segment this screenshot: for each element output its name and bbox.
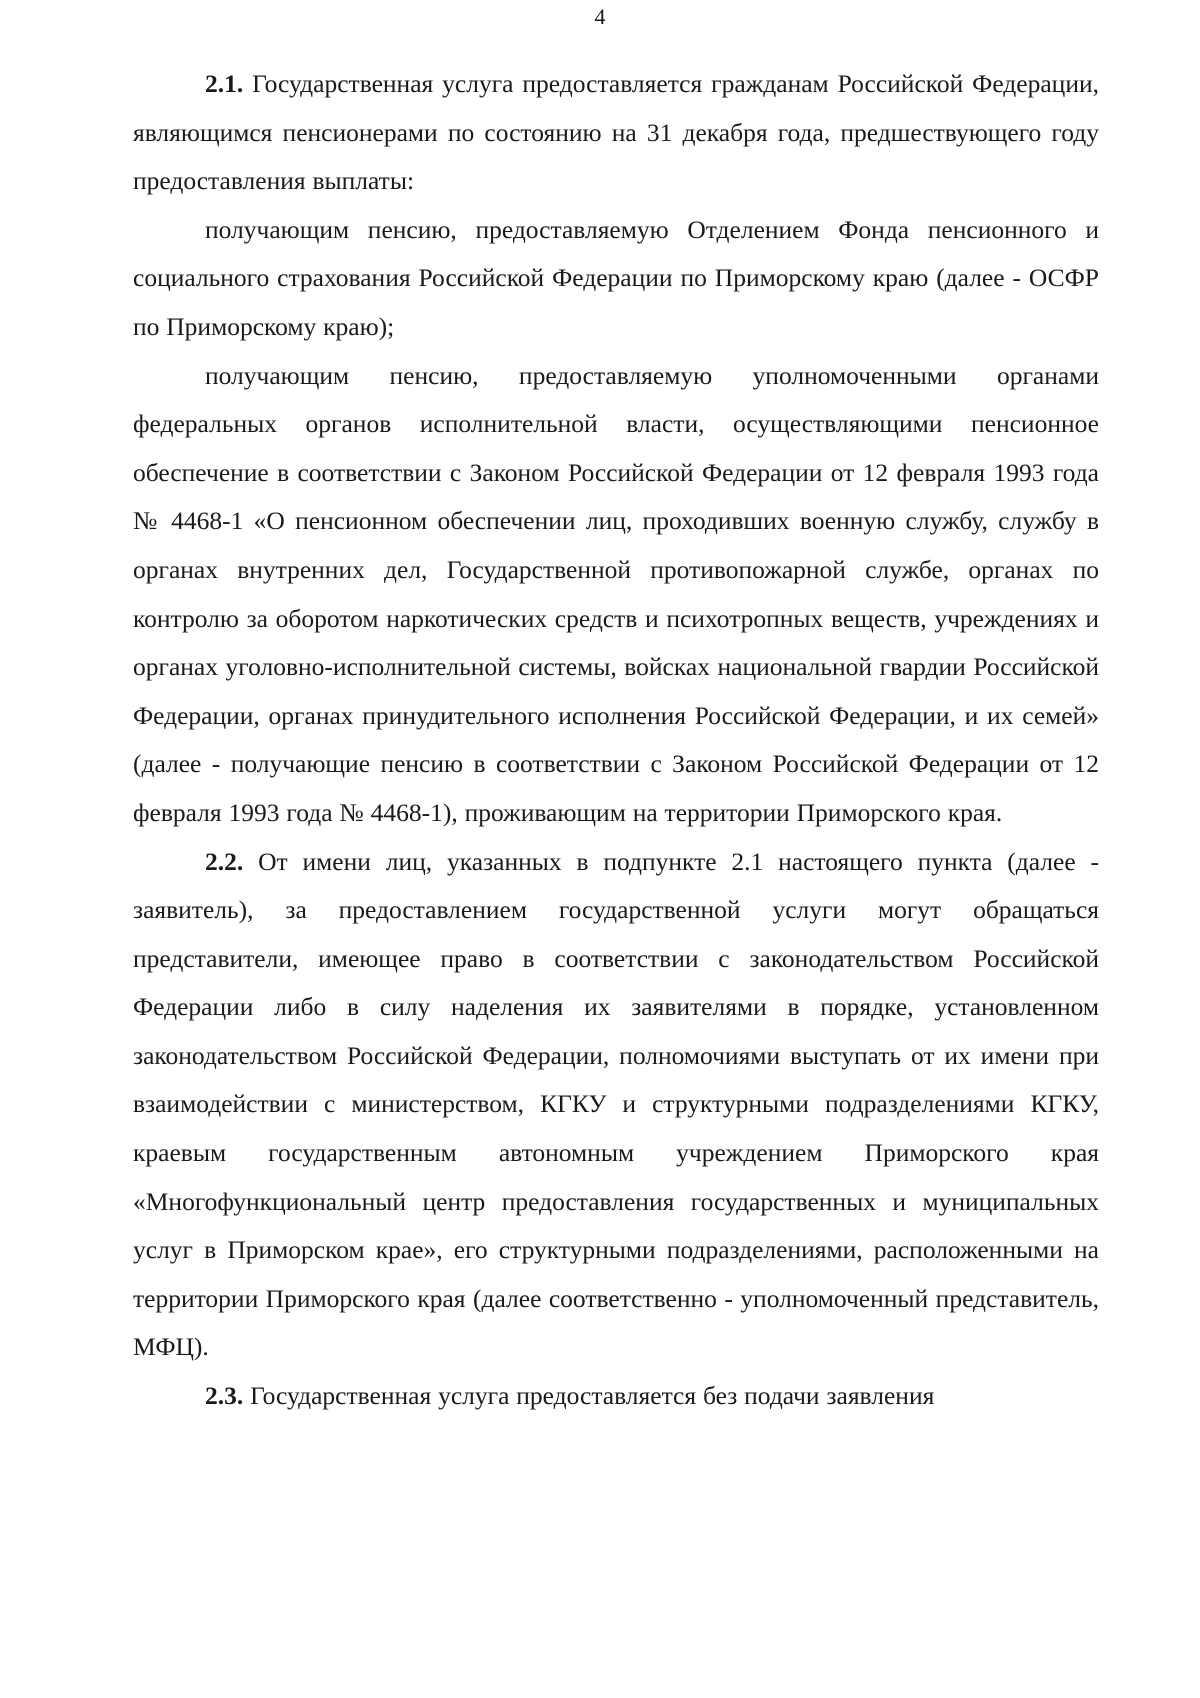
paragraph-text: получающим пенсию, предоставляемую Отделением Фонда пенсионного и социального страхования Российской Федерации по Приморскому краю (далее - ОСФР по Приморскому краю); <box>133 214 1099 341</box>
page-number: 4 <box>594 4 606 29</box>
paragraph-law-4468-pensioners <box>133 352 1099 838</box>
paragraph-text: Государственная услуга предоставляется без подачи заявления <box>250 1381 935 1411</box>
paragraph-text: получающим пенсию, предоставляемую уполномоченными органами федеральных органов исполнительной власти, осуществляющими пенсионное обеспечение в соответствии с Законом Российской Федерации от 12 февраля 1993 года № 4468-1 «О пенсионном обеспечении лиц, проходивших военную службу, службу в органах внутренних дел, Государственной противопожарной службе, органах по контролю за оборотом наркотических средств и психотропных веществ, учреждениях и органах уголовно-исполнительной системы, войсках национальной гвардии Российской Федерации, органах принудительного исполнения Российской Федерации, и их семей» (далее - получающие пенсию в соответствии с Законом Российской Федерации от 12 февраля 1993 года № 4468-1), проживающим на территории Приморского края. <box>133 360 1099 827</box>
clause-number: 2.1. <box>205 69 244 98</box>
paragraph-text: Государственная услуга предоставляется гражданам Российской Федерации, являющимся пенсионерами по состоянию на 31 декабря года, предшествующего году предоставления выплаты: <box>133 69 1099 196</box>
clause-number: 2.3. <box>205 1381 244 1411</box>
paragraph-2-2 <box>133 838 1099 1373</box>
paragraph-2-3 <box>133 1372 1099 1421</box>
paragraph-text: От имени лиц, указанных в подпункте 2.1 настоящего пункта (далее - заявитель), за предоставлением государственной услуги могут обращаться представители, имеющее право в соответствии с законодательством Российской Федерации либо в силу наделения их заявителями в порядке, установленном законодательством Российской Федерации, полномочиями выступать от их имени при взаимодействии с министерством, КГКУ и структурными подразделениями КГКУ, краевым государственным автономным учреждением Приморского края «Многофункциональный центр предоставления государственных и муниципальных услуг в Приморском крае», его структурными подразделениями, расположенными на территории Приморского края (далее соответственно - уполномоченный представитель, МФЦ). <box>133 846 1100 1362</box>
clause-number: 2.2. <box>205 846 244 876</box>
document-body <box>133 60 1099 1421</box>
paragraph-osfr-pensioners <box>133 206 1099 352</box>
paragraph-2-1 <box>133 60 1099 206</box>
